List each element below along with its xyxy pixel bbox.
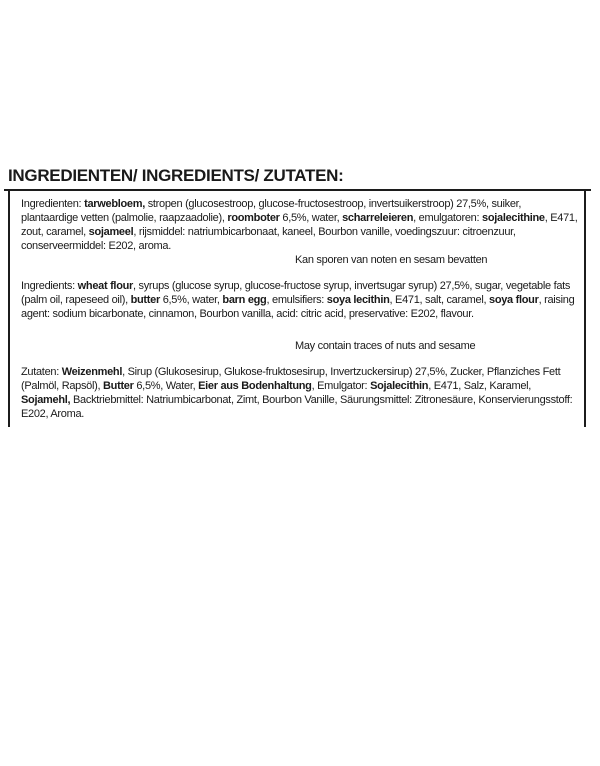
ingredients-paragraph-german: Zutaten: Weizenmehl, Sirup (Glukosesirup, Glukose-fruktosesirup, Invertzuckersirup) 27,5%, Zucker, Pflanziches Fett (Palmöl, Rapsöl), Butter 6,5%, Water, Eier aus Bodenhaltung, Emulgator: Sojalecithin, E471, Salz, Karamel, Sojamehl, Backtriebmittel: Natriumbicarbonat, Zimt, Bourbon Vanille, Säurungsmittel: Zitronesäure, Konservierungsstoff: E202, Aroma. xyxy=(21,366,573,420)
ingredients-label xyxy=(4,166,591,427)
ingredients-heading: INGREDIENTEN/ INGREDIENTS/ ZUTATEN: xyxy=(4,166,591,191)
label-page xyxy=(0,166,600,766)
ingredients-box xyxy=(8,191,586,427)
ingredients-paragraph-english: Ingredients: wheat flour, syrups (glucose syrup, glucose-fructose syrup, invertsugar syrup) 27,5%, sugar, vegetable fats (palm oil, rapeseed oil), butter 6,5%, water, barn egg, emulsifiers: soya lecithin, E471, salt, caramel, soya flour, raising agent: sodium bicarbonate, cinnamon, Bourbon vanilla, acid: citric acid, preservative: E202, flavour. xyxy=(21,280,575,320)
allergen-note-english: May contain traces of nuts and sesame xyxy=(295,340,476,352)
ingredients-paragraph-dutch: Ingredienten: tarwebloem, stropen (glucosestroop, glucose-fructosestroop, invertsuikerstroop) 27,5%, suiker, plantaardige vetten (palmolie, raapzaadolie), roomboter 6,5%, water, scharreleieren, emulgatoren: sojalecithine, E471, zout, caramel, sojameel, rijsmiddel: natriumbicarbonaat, kaneel, Bourbon vanille, voedingszuur: citroenzuur, conserveermiddel: E202, aroma. xyxy=(21,198,578,252)
allergen-note-dutch: Kan sporen van noten en sesam bevatten xyxy=(295,254,488,266)
